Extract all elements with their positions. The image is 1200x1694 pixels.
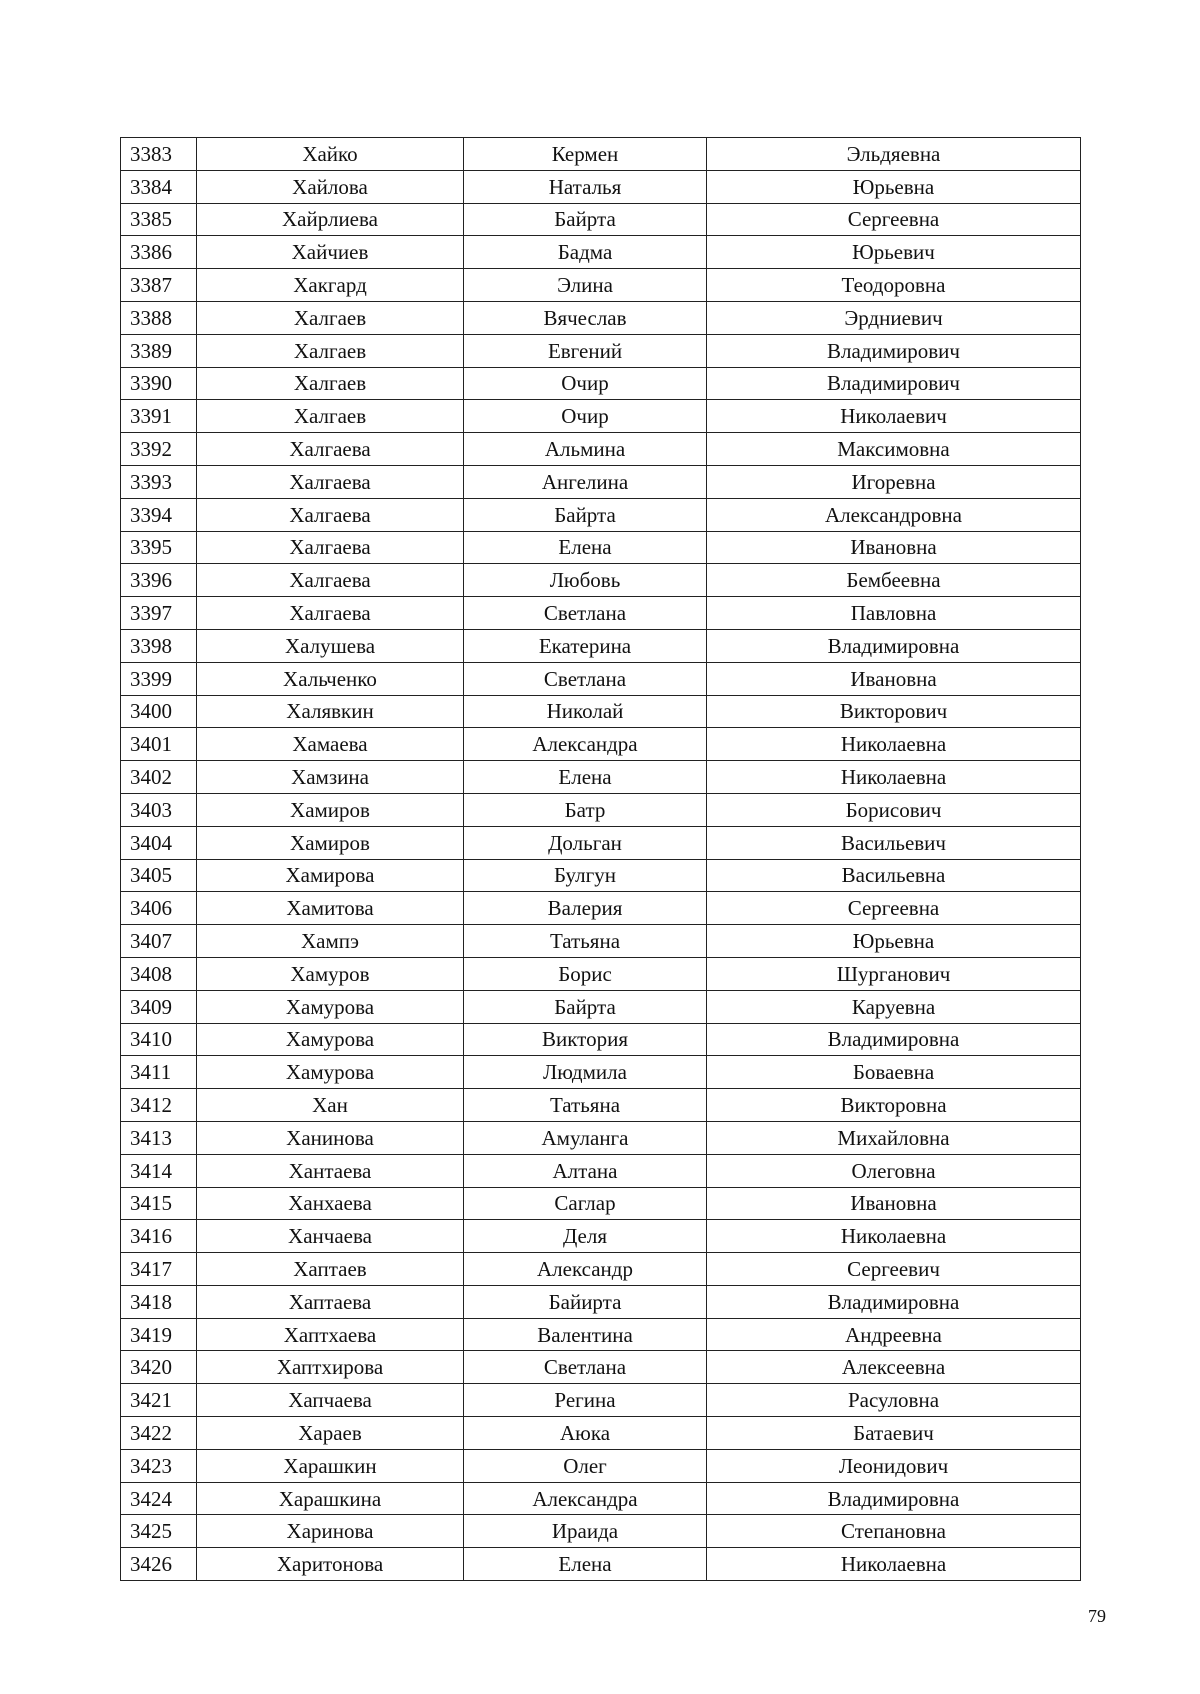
first-name-cell: Александр (464, 1253, 707, 1286)
row-number-cell: 3397 (121, 597, 197, 630)
patronymic-cell: Сергеевна (707, 203, 1081, 236)
last-name-cell: Хакгард (197, 269, 464, 302)
table-row (121, 564, 1081, 597)
row-number-cell: 3410 (121, 1023, 197, 1056)
row-number-cell: 3403 (121, 793, 197, 826)
first-name-cell: Байрта (464, 990, 707, 1023)
first-name-cell: Елена (464, 1548, 707, 1581)
last-name-cell: Халгаева (197, 465, 464, 498)
patronymic-cell: Юрьевна (707, 170, 1081, 203)
table-row (121, 1449, 1081, 1482)
table-row (121, 334, 1081, 367)
last-name-cell: Хамаева (197, 728, 464, 761)
patronymic-cell: Владимировна (707, 1023, 1081, 1056)
table-row (121, 367, 1081, 400)
patronymic-cell: Степановна (707, 1515, 1081, 1548)
first-name-cell: Байрта (464, 203, 707, 236)
first-name-cell: Евгений (464, 334, 707, 367)
last-name-cell: Халявкин (197, 695, 464, 728)
table-row (121, 1121, 1081, 1154)
last-name-cell: Хапчаева (197, 1384, 464, 1417)
row-number-cell: 3419 (121, 1318, 197, 1351)
first-name-cell: Светлана (464, 1351, 707, 1384)
first-name-cell: Батр (464, 793, 707, 826)
first-name-cell: Екатерина (464, 629, 707, 662)
row-number-cell: 3415 (121, 1187, 197, 1220)
first-name-cell: Любовь (464, 564, 707, 597)
row-number-cell: 3390 (121, 367, 197, 400)
patronymic-cell: Васильевич (707, 826, 1081, 859)
patronymic-cell: Владимировна (707, 1285, 1081, 1318)
patronymic-cell: Викторович (707, 695, 1081, 728)
row-number-cell: 3420 (121, 1351, 197, 1384)
row-number-cell: 3398 (121, 629, 197, 662)
last-name-cell: Халушева (197, 629, 464, 662)
patronymic-cell: Сергеевич (707, 1253, 1081, 1286)
first-name-cell: Дольган (464, 826, 707, 859)
last-name-cell: Хамурова (197, 1023, 464, 1056)
last-name-cell: Харинова (197, 1515, 464, 1548)
row-number-cell: 3389 (121, 334, 197, 367)
row-number-cell: 3385 (121, 203, 197, 236)
row-number-cell: 3401 (121, 728, 197, 761)
row-number-cell: 3417 (121, 1253, 197, 1286)
row-number-cell: 3416 (121, 1220, 197, 1253)
table-row (121, 1253, 1081, 1286)
patronymic-cell: Николаевна (707, 728, 1081, 761)
table-row (121, 1056, 1081, 1089)
table-row (121, 1023, 1081, 1056)
row-number-cell: 3414 (121, 1154, 197, 1187)
last-name-cell: Хамурова (197, 1056, 464, 1089)
row-number-cell: 3402 (121, 761, 197, 794)
first-name-cell: Ираида (464, 1515, 707, 1548)
row-number-cell: 3418 (121, 1285, 197, 1318)
last-name-cell: Хамиров (197, 826, 464, 859)
row-number-cell: 3386 (121, 236, 197, 269)
row-number-cell: 3407 (121, 925, 197, 958)
last-name-cell: Халгаева (197, 564, 464, 597)
last-name-cell: Хампэ (197, 925, 464, 958)
patronymic-cell: Борисович (707, 793, 1081, 826)
last-name-cell: Халгаева (197, 498, 464, 531)
patronymic-cell: Леонидович (707, 1449, 1081, 1482)
first-name-cell: Елена (464, 761, 707, 794)
first-name-cell: Алтана (464, 1154, 707, 1187)
last-name-cell: Хальченко (197, 662, 464, 695)
last-name-cell: Харитонова (197, 1548, 464, 1581)
last-name-cell: Харашкина (197, 1482, 464, 1515)
row-number-cell: 3422 (121, 1417, 197, 1450)
table-row (121, 465, 1081, 498)
patronymic-cell: Максимовна (707, 433, 1081, 466)
first-name-cell: Татьяна (464, 925, 707, 958)
patronymic-cell: Владимировна (707, 1482, 1081, 1515)
patronymic-cell: Михайловна (707, 1121, 1081, 1154)
first-name-cell: Валентина (464, 1318, 707, 1351)
last-name-cell: Хамзина (197, 761, 464, 794)
table-row (121, 695, 1081, 728)
table-row (121, 1351, 1081, 1384)
first-name-cell: Саглар (464, 1187, 707, 1220)
row-number-cell: 3396 (121, 564, 197, 597)
table-row (121, 892, 1081, 925)
row-number-cell: 3409 (121, 990, 197, 1023)
patronymic-cell: Николаевна (707, 1220, 1081, 1253)
row-number-cell: 3400 (121, 695, 197, 728)
table-row (121, 301, 1081, 334)
patronymic-cell: Васильевна (707, 859, 1081, 892)
first-name-cell: Наталья (464, 170, 707, 203)
patronymic-cell: Владимирович (707, 367, 1081, 400)
patronymic-cell: Владимирович (707, 334, 1081, 367)
patronymic-cell: Бембеевна (707, 564, 1081, 597)
table-row (121, 957, 1081, 990)
row-number-cell: 3424 (121, 1482, 197, 1515)
patronymic-cell: Расуловна (707, 1384, 1081, 1417)
table-row (121, 1384, 1081, 1417)
table-row (121, 761, 1081, 794)
row-number-cell: 3421 (121, 1384, 197, 1417)
last-name-cell: Халгаев (197, 301, 464, 334)
first-name-cell: Амуланга (464, 1121, 707, 1154)
name-roster-table (120, 137, 1081, 1581)
patronymic-cell: Ивановна (707, 531, 1081, 564)
table-row (121, 1417, 1081, 1450)
last-name-cell: Хамиров (197, 793, 464, 826)
row-number-cell: 3388 (121, 301, 197, 334)
first-name-cell: Елена (464, 531, 707, 564)
row-number-cell: 3405 (121, 859, 197, 892)
last-name-cell: Хаптхирова (197, 1351, 464, 1384)
first-name-cell: Борис (464, 957, 707, 990)
first-name-cell: Кермен (464, 138, 707, 171)
row-number-cell: 3406 (121, 892, 197, 925)
table-row (121, 203, 1081, 236)
patronymic-cell: Теодоровна (707, 269, 1081, 302)
table-row (121, 1285, 1081, 1318)
last-name-cell: Хаптаев (197, 1253, 464, 1286)
table-row (121, 1154, 1081, 1187)
first-name-cell: Байрта (464, 498, 707, 531)
first-name-cell: Людмила (464, 1056, 707, 1089)
table-row (121, 1515, 1081, 1548)
first-name-cell: Булгун (464, 859, 707, 892)
first-name-cell: Регина (464, 1384, 707, 1417)
last-name-cell: Харашкин (197, 1449, 464, 1482)
first-name-cell: Аюка (464, 1417, 707, 1450)
table-row (121, 1318, 1081, 1351)
patronymic-cell: Боваевна (707, 1056, 1081, 1089)
first-name-cell: Олег (464, 1449, 707, 1482)
patronymic-cell: Каруевна (707, 990, 1081, 1023)
row-number-cell: 3391 (121, 400, 197, 433)
patronymic-cell: Олеговна (707, 1154, 1081, 1187)
table-row (121, 170, 1081, 203)
row-number-cell: 3392 (121, 433, 197, 466)
patronymic-cell: Ивановна (707, 1187, 1081, 1220)
last-name-cell: Халгаева (197, 433, 464, 466)
row-number-cell: 3387 (121, 269, 197, 302)
patronymic-cell: Игоревна (707, 465, 1081, 498)
patronymic-cell: Владимировна (707, 629, 1081, 662)
first-name-cell: Валерия (464, 892, 707, 925)
page-number: 79 (1088, 1606, 1106, 1626)
row-number-cell: 3404 (121, 826, 197, 859)
last-name-cell: Хантаева (197, 1154, 464, 1187)
last-name-cell: Хайрлиева (197, 203, 464, 236)
patronymic-cell: Ивановна (707, 662, 1081, 695)
row-number-cell: 3399 (121, 662, 197, 695)
table-row (121, 597, 1081, 630)
table-row (121, 826, 1081, 859)
last-name-cell: Хараев (197, 1417, 464, 1450)
row-number-cell: 3426 (121, 1548, 197, 1581)
first-name-cell: Александра (464, 1482, 707, 1515)
table-row (121, 990, 1081, 1023)
table-row (121, 629, 1081, 662)
table-row (121, 1089, 1081, 1122)
first-name-cell: Светлана (464, 662, 707, 695)
row-number-cell: 3425 (121, 1515, 197, 1548)
last-name-cell: Хамуров (197, 957, 464, 990)
first-name-cell: Вячеслав (464, 301, 707, 334)
row-number-cell: 3395 (121, 531, 197, 564)
last-name-cell: Ханинова (197, 1121, 464, 1154)
last-name-cell: Хайчиев (197, 236, 464, 269)
first-name-cell: Элина (464, 269, 707, 302)
table-row (121, 236, 1081, 269)
last-name-cell: Халгаева (197, 597, 464, 630)
table-row (121, 1220, 1081, 1253)
row-number-cell: 3383 (121, 138, 197, 171)
first-name-cell: Татьяна (464, 1089, 707, 1122)
patronymic-cell: Николаевич (707, 400, 1081, 433)
table-row (121, 1482, 1081, 1515)
patronymic-cell: Сергеевна (707, 892, 1081, 925)
patronymic-cell: Юрьевна (707, 925, 1081, 958)
patronymic-cell: Николаевна (707, 1548, 1081, 1581)
first-name-cell: Очир (464, 367, 707, 400)
row-number-cell: 3394 (121, 498, 197, 531)
last-name-cell: Халгаев (197, 400, 464, 433)
patronymic-cell: Шурганович (707, 957, 1081, 990)
row-number-cell: 3411 (121, 1056, 197, 1089)
last-name-cell: Хамитова (197, 892, 464, 925)
table-row (121, 498, 1081, 531)
first-name-cell: Альмина (464, 433, 707, 466)
row-number-cell: 3412 (121, 1089, 197, 1122)
patronymic-cell: Эльдяевна (707, 138, 1081, 171)
first-name-cell: Светлана (464, 597, 707, 630)
last-name-cell: Ханчаева (197, 1220, 464, 1253)
first-name-cell: Очир (464, 400, 707, 433)
table-row (121, 662, 1081, 695)
last-name-cell: Хаптхаева (197, 1318, 464, 1351)
last-name-cell: Хан (197, 1089, 464, 1122)
patronymic-cell: Юрьевич (707, 236, 1081, 269)
table-row (121, 400, 1081, 433)
table-row (121, 1548, 1081, 1581)
patronymic-cell: Викторовна (707, 1089, 1081, 1122)
table-row (121, 269, 1081, 302)
row-number-cell: 3408 (121, 957, 197, 990)
first-name-cell: Байирта (464, 1285, 707, 1318)
patronymic-cell: Николаевна (707, 761, 1081, 794)
first-name-cell: Ангелина (464, 465, 707, 498)
last-name-cell: Хамирова (197, 859, 464, 892)
last-name-cell: Хамурова (197, 990, 464, 1023)
last-name-cell: Хайко (197, 138, 464, 171)
first-name-cell: Бадма (464, 236, 707, 269)
table-row (121, 859, 1081, 892)
table-row (121, 728, 1081, 761)
table-row (121, 531, 1081, 564)
patronymic-cell: Андреевна (707, 1318, 1081, 1351)
row-number-cell: 3423 (121, 1449, 197, 1482)
row-number-cell: 3413 (121, 1121, 197, 1154)
row-number-cell: 3384 (121, 170, 197, 203)
last-name-cell: Ханхаева (197, 1187, 464, 1220)
table-row (121, 925, 1081, 958)
patronymic-cell: Павловна (707, 597, 1081, 630)
patronymic-cell: Алексеевна (707, 1351, 1081, 1384)
first-name-cell: Николай (464, 695, 707, 728)
last-name-cell: Халгаев (197, 367, 464, 400)
roster-body (121, 138, 1081, 1581)
row-number-cell: 3393 (121, 465, 197, 498)
last-name-cell: Хаптаева (197, 1285, 464, 1318)
table-row (121, 433, 1081, 466)
first-name-cell: Виктория (464, 1023, 707, 1056)
table-row (121, 138, 1081, 171)
last-name-cell: Халгаева (197, 531, 464, 564)
patronymic-cell: Эрдниевич (707, 301, 1081, 334)
table-row (121, 793, 1081, 826)
patronymic-cell: Александровна (707, 498, 1081, 531)
last-name-cell: Халгаев (197, 334, 464, 367)
patronymic-cell: Батаевич (707, 1417, 1081, 1450)
first-name-cell: Александра (464, 728, 707, 761)
table-row (121, 1187, 1081, 1220)
first-name-cell: Деля (464, 1220, 707, 1253)
last-name-cell: Хайлова (197, 170, 464, 203)
